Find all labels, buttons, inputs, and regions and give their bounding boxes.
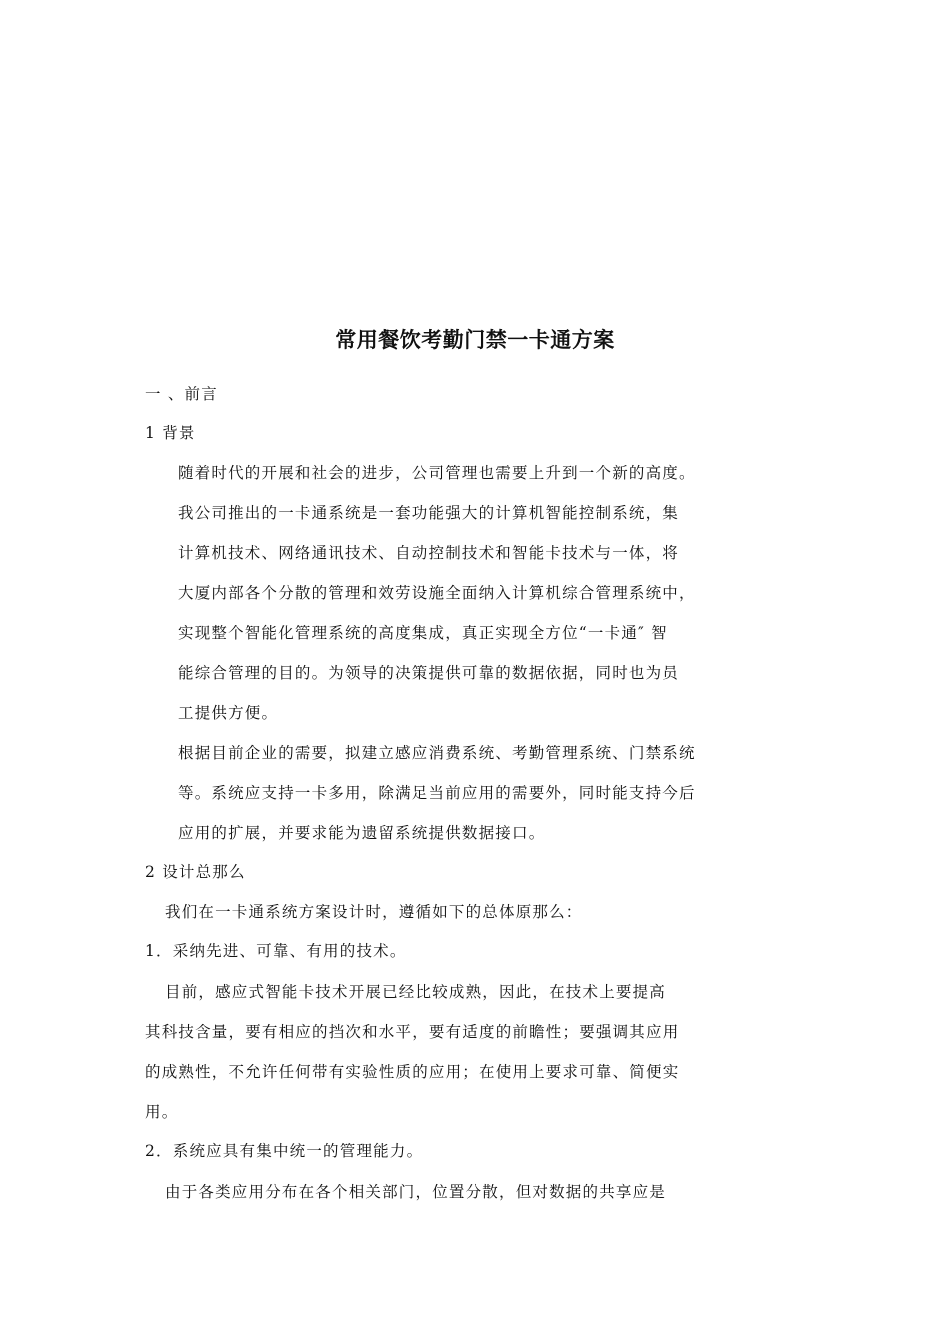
paragraph-line: 根据目前企业的需要，拟建立感应消费系统、考勤管理系统、门禁系统 bbox=[178, 744, 696, 762]
paragraph-line: 能综合管理的目的。为领导的决策提供可靠的数据依据，同时也为员 bbox=[178, 664, 680, 682]
subsection-heading-design-principles: 2 设计总那么 bbox=[145, 863, 246, 881]
paragraph-line: 目前，感应式智能卡技术开展已经比较成熟，因此，在技术上要提高 bbox=[165, 983, 667, 1001]
paragraph-line: 工提供方便。 bbox=[178, 704, 279, 722]
list-item-heading: 1．采纳先进、可靠、有用的技术。 bbox=[145, 942, 407, 960]
paragraph-line: 随着时代的开展和社会的进步，公司管理也需要上升到一个新的高度。 bbox=[178, 464, 696, 482]
section-heading-preface: 一 、前言 bbox=[145, 385, 218, 403]
paragraph-line: 实现整个智能化管理系统的高度集成，真正实现全方位“一卡通″ 智 bbox=[178, 624, 668, 642]
paragraph-line: 我公司推出的一卡通系统是一套功能强大的计算机智能控制系统，集 bbox=[178, 504, 680, 522]
subsection-heading-background: 1 背景 bbox=[145, 424, 196, 442]
paragraph-line: 的成熟性，不允许任何带有实验性质的应用；在使用上要求可靠、简便实 bbox=[145, 1063, 680, 1081]
paragraph-line: 我们在一卡通系统方案设计时，遵循如下的总体原那么： bbox=[165, 903, 583, 921]
document-title: 常用餐饮考勤门禁一卡通方案 bbox=[335, 327, 615, 352]
paragraph-line: 用。 bbox=[145, 1103, 179, 1121]
paragraph-line: 等。系统应支持一卡多用，除满足当前应用的需要外，同时能支持今后 bbox=[178, 784, 696, 802]
paragraph-line: 应用的扩展，并要求能为遗留系统提供数据接口。 bbox=[178, 824, 546, 842]
paragraph-line: 大厦内部各个分散的管理和效劳设施全面纳入计算机综合管理系统中， bbox=[178, 584, 696, 602]
paragraph-line: 其科技含量，要有相应的挡次和水平，要有适度的前瞻性；要强调其应用 bbox=[145, 1023, 680, 1041]
list-item-heading: 2．系统应具有集中统一的管理能力。 bbox=[145, 1142, 424, 1160]
paragraph-line: 由于各类应用分布在各个相关部门，位置分散，但对数据的共享应是 bbox=[165, 1183, 667, 1201]
paragraph-line: 计算机技术、网络通讯技术、自动控制技术和智能卡技术与一体，将 bbox=[178, 544, 680, 562]
